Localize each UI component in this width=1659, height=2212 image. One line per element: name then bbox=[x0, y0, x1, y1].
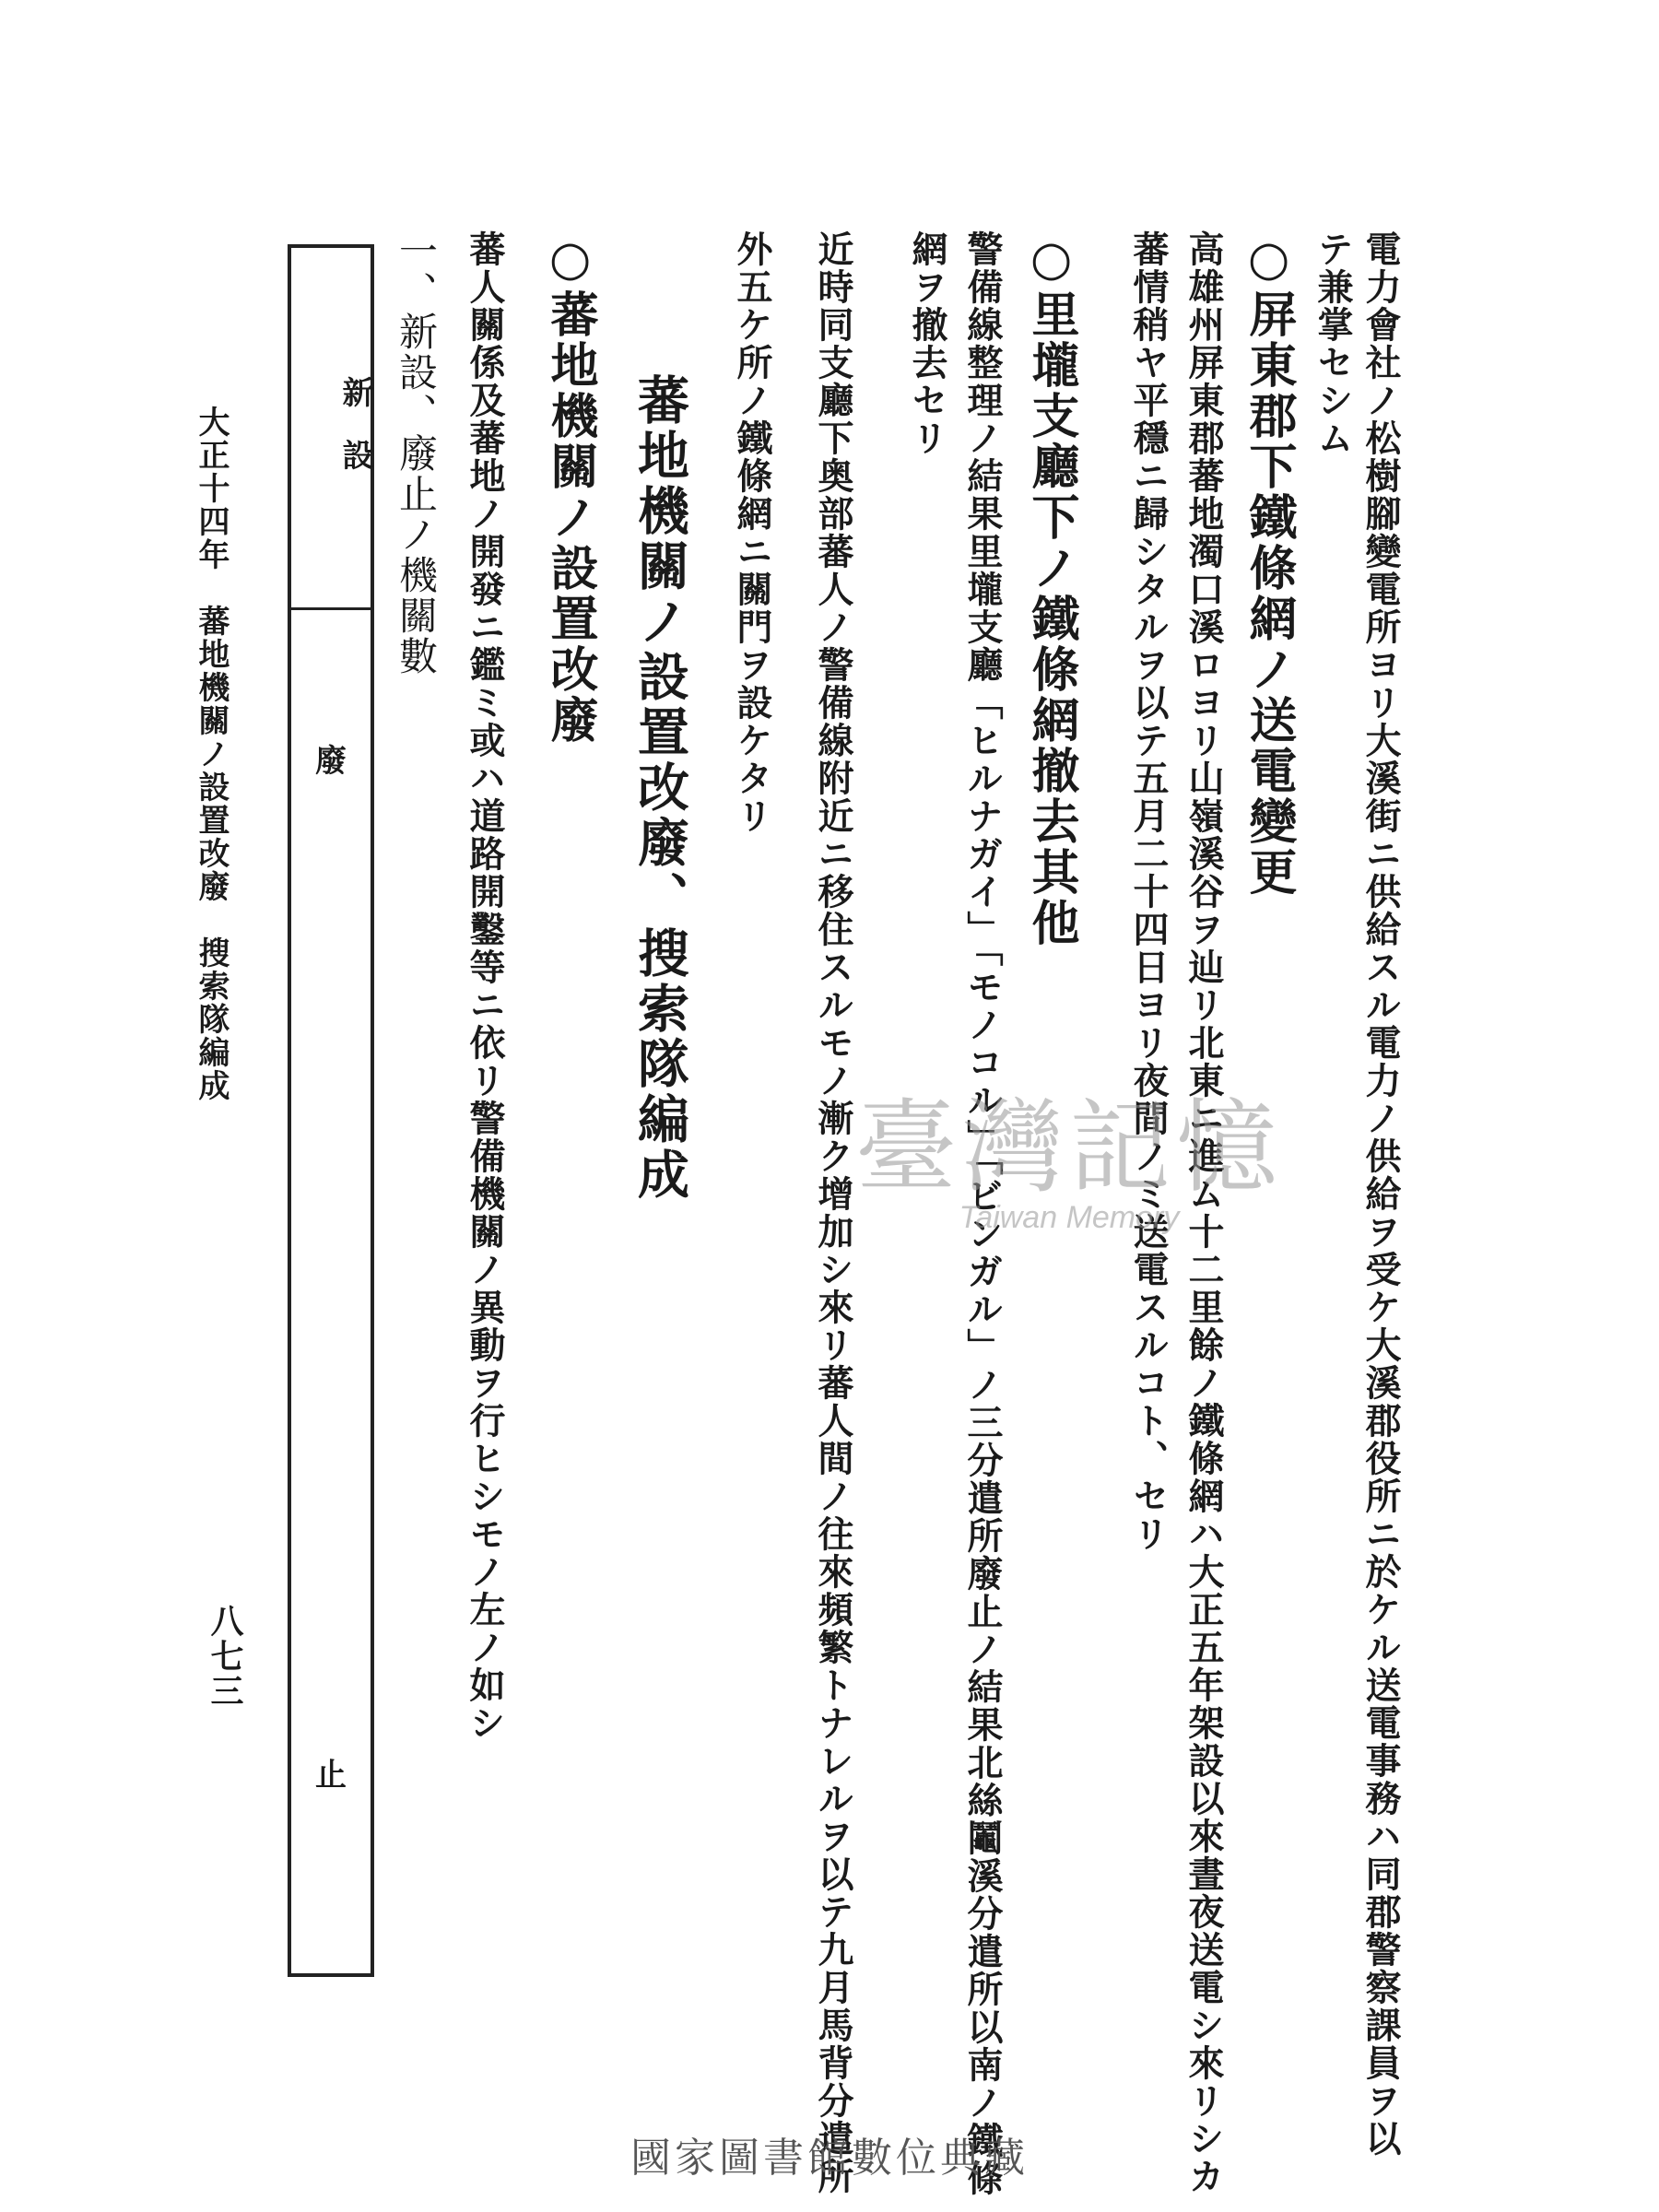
body-para2-line2: 蕃情稍ヤ平穩ニ歸シタルヲ以テ五月二十四日ヨリ夜間ノミ送電スルコト、セリ bbox=[1127, 230, 1170, 1553]
table-header-stop: 止 bbox=[315, 1757, 347, 1794]
watermark-chinese: 臺灣記憶 bbox=[855, 1088, 1283, 1206]
body-para2-line1: 高雄州屏東郡蕃地濁口溪ロヨリ山嶺溪谷ヲ辿リ北東ニ進ム十二里餘ノ鐵條網ハ大正五年架設以來晝夜送電シ來リシカ bbox=[1182, 230, 1225, 2195]
table-divider bbox=[291, 607, 371, 610]
body-para4-line2: 外五ケ所ノ鐵條網ニ關門ヲ設ケタリ bbox=[731, 230, 773, 835]
library-credit: 國家圖書館數位典藏 bbox=[630, 2135, 1029, 2182]
body-para3-line2: 網ヲ撤去セリ bbox=[906, 230, 948, 457]
table-header-abolish: 廢 bbox=[315, 743, 347, 780]
running-title: 大正十四年 蕃地機關ノ設置改廢 搜索隊編成 bbox=[193, 406, 229, 1102]
heading-pingtung: ○屏東郡下鐵條網ノ送電變更 bbox=[1241, 230, 1297, 898]
body-para4-line1: 近時同支廳下奥部蕃人ノ警備線附近ニ移住スルモノ漸ク增加シ來リ蕃人間ノ往來頻繁トナレルヲ以テ九月馬背分遣所 bbox=[812, 230, 854, 2195]
subhead-count: 一、新設、廢止ノ機關數 bbox=[394, 230, 439, 677]
body-para1-line1: 電力會社ノ松樹腳變電所ヨリ大溪街ニ供給スル電力ノ供給ヲ受ケ大溪郡役所ニ於ケル送電事務ハ同郡警察課員ヲ以 bbox=[1359, 230, 1402, 2158]
count-table bbox=[288, 244, 374, 1977]
body-para3-line1: 警備線整理ノ結果里壠支廳「ヒルナガイ」「モノコル」「ビンガル」ノ三分遣所廢止ノ結果北絲鬮溪分遣所以南ノ鐵條 bbox=[961, 230, 1004, 2197]
body-para1-line2: テ兼掌セシム bbox=[1312, 230, 1354, 457]
heading-lilong: ○里壠支廳下ノ鐵條網撤去其他 bbox=[1023, 230, 1079, 948]
watermark-english: Taiwan Memory bbox=[959, 1200, 1180, 1235]
table-header-new: 新 設 bbox=[336, 376, 373, 470]
body-para5-line1: 蕃人關係及蕃地ノ開發ニ鑑ミ或ハ道路開鑿等ニ依リ警備機關ノ異動ヲ行ヒシモノ左ノ如シ bbox=[464, 230, 506, 1742]
watermark bbox=[830, 1088, 1309, 1236]
heading-organs: ○蕃地機關ノ設置改廢 bbox=[542, 230, 598, 746]
section-title: 蕃地機關ノ設置改廢、搜索隊編成 bbox=[629, 373, 690, 1203]
page-number: 八七三 bbox=[206, 1604, 244, 1709]
